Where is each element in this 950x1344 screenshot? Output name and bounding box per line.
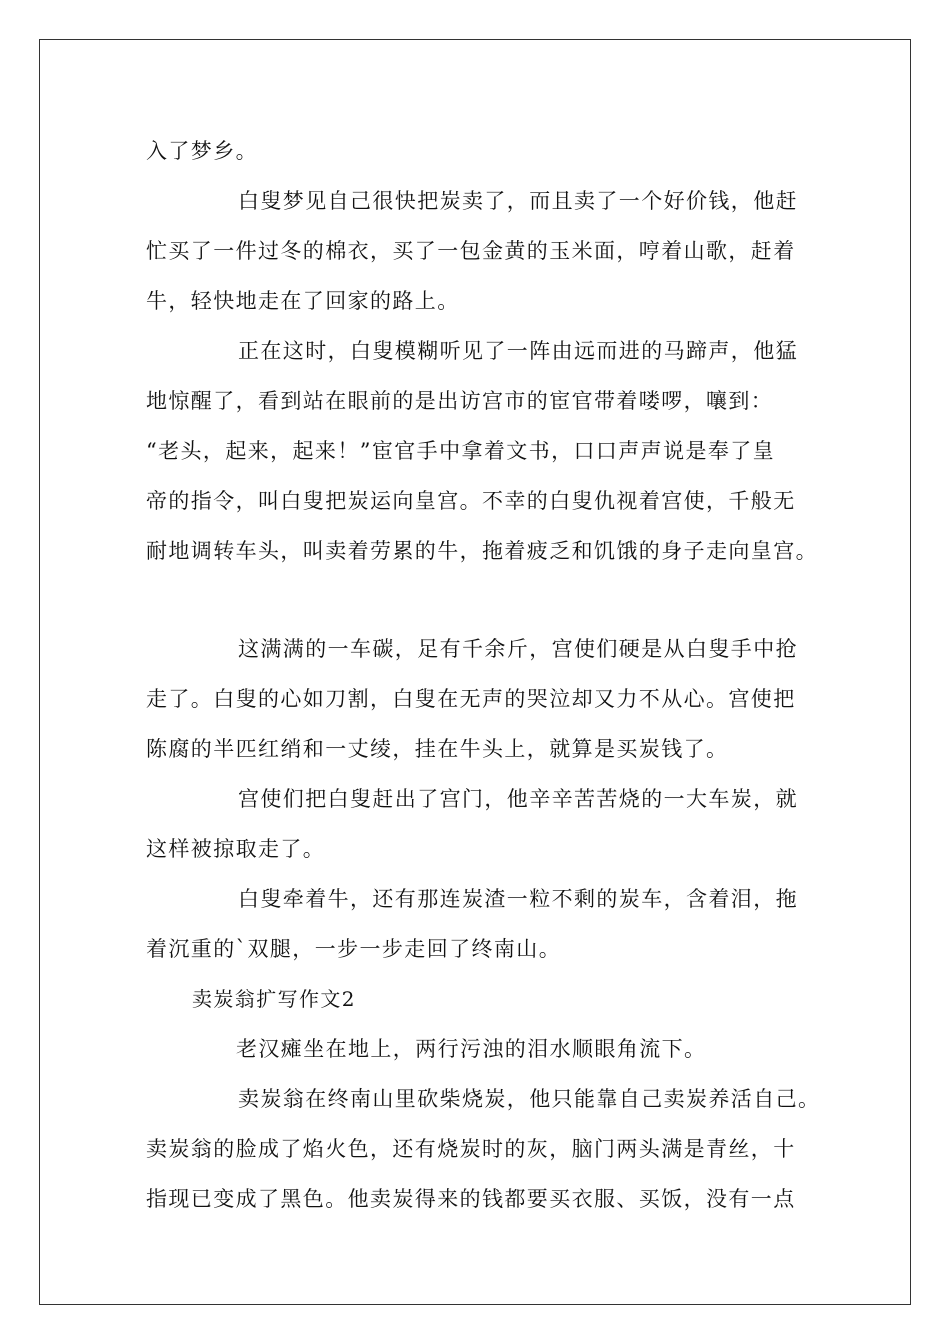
text-line: 这样被掠取走了。 [146,837,326,861]
paragraph-start: 老汉瘫坐在地上，两行污浊的泪水顺眼角流下。 [236,1037,707,1061]
text-line: 入了梦乡。 [146,139,258,163]
text-line: 耐地调转车头，叫卖着劳累的牛，拖着疲乏和饥饿的身子走向皇宫。 [146,539,818,563]
paragraph-gap [146,576,810,624]
paragraph-start: 白叟牵着牛，还有那连炭渣一粒不剩的炭车，含着泪，拖 [238,887,798,911]
paragraph-start: 正在这时，白叟模糊听见了一阵由远而进的马蹄声，他猛 [238,339,798,363]
document-body [146,126,821,1224]
text-line: 地惊醒了，看到站在眼前的是出访宫市的宦官带着喽啰，嚷到： [146,389,774,413]
text-line: 牛，轻快地走在了回家的路上。 [146,289,460,313]
text-line: 帝的指令，叫白叟把炭运向皇宫。不幸的白叟仇视着宫使，千般无 [146,489,796,513]
paragraph-start: 这满满的一车碳，足有千余斤，宫使们硬是从白叟手中抢 [238,637,798,661]
text-line: 指现已变成了黑色。他卖炭得来的钱都要买衣服、买饭，没有一点 [146,1187,796,1211]
text-line: “老头，起来，起来！”宦官手中拿着文书，口口声声说是奉了皇 [146,439,776,463]
text-line: 陈腐的半匹红绡和一丈绫，挂在牛头上，就算是买炭钱了。 [146,737,729,761]
text-line: 忙买了一件过冬的棉衣，买了一包金黄的玉米面，哼着山歌，赶着 [146,239,796,263]
paragraph-start: 宫使们把白叟赶出了宫门，他辛辛苦苦烧的一大车炭，就 [238,787,798,811]
section-heading: 卖炭翁扩写作文2 [192,987,356,1011]
paragraph-start: 卖炭翁在终南山里砍柴烧炭，他只能靠自己卖炭养活自己。 [238,1087,821,1111]
text-line: 卖炭翁的脸成了焰火色，还有烧炭时的灰，脑门两头满是青丝，十 [146,1137,796,1161]
text-line: 走了。白叟的心如刀割，白叟在无声的哭泣却又力不从心。宫使把 [146,687,796,711]
text-line: 着沉重的`双腿，一步一步走回了终南山。 [146,937,562,961]
paragraph-start: 白叟梦见自己很快把炭卖了，而且卖了一个好价钱，他赶 [238,189,798,213]
